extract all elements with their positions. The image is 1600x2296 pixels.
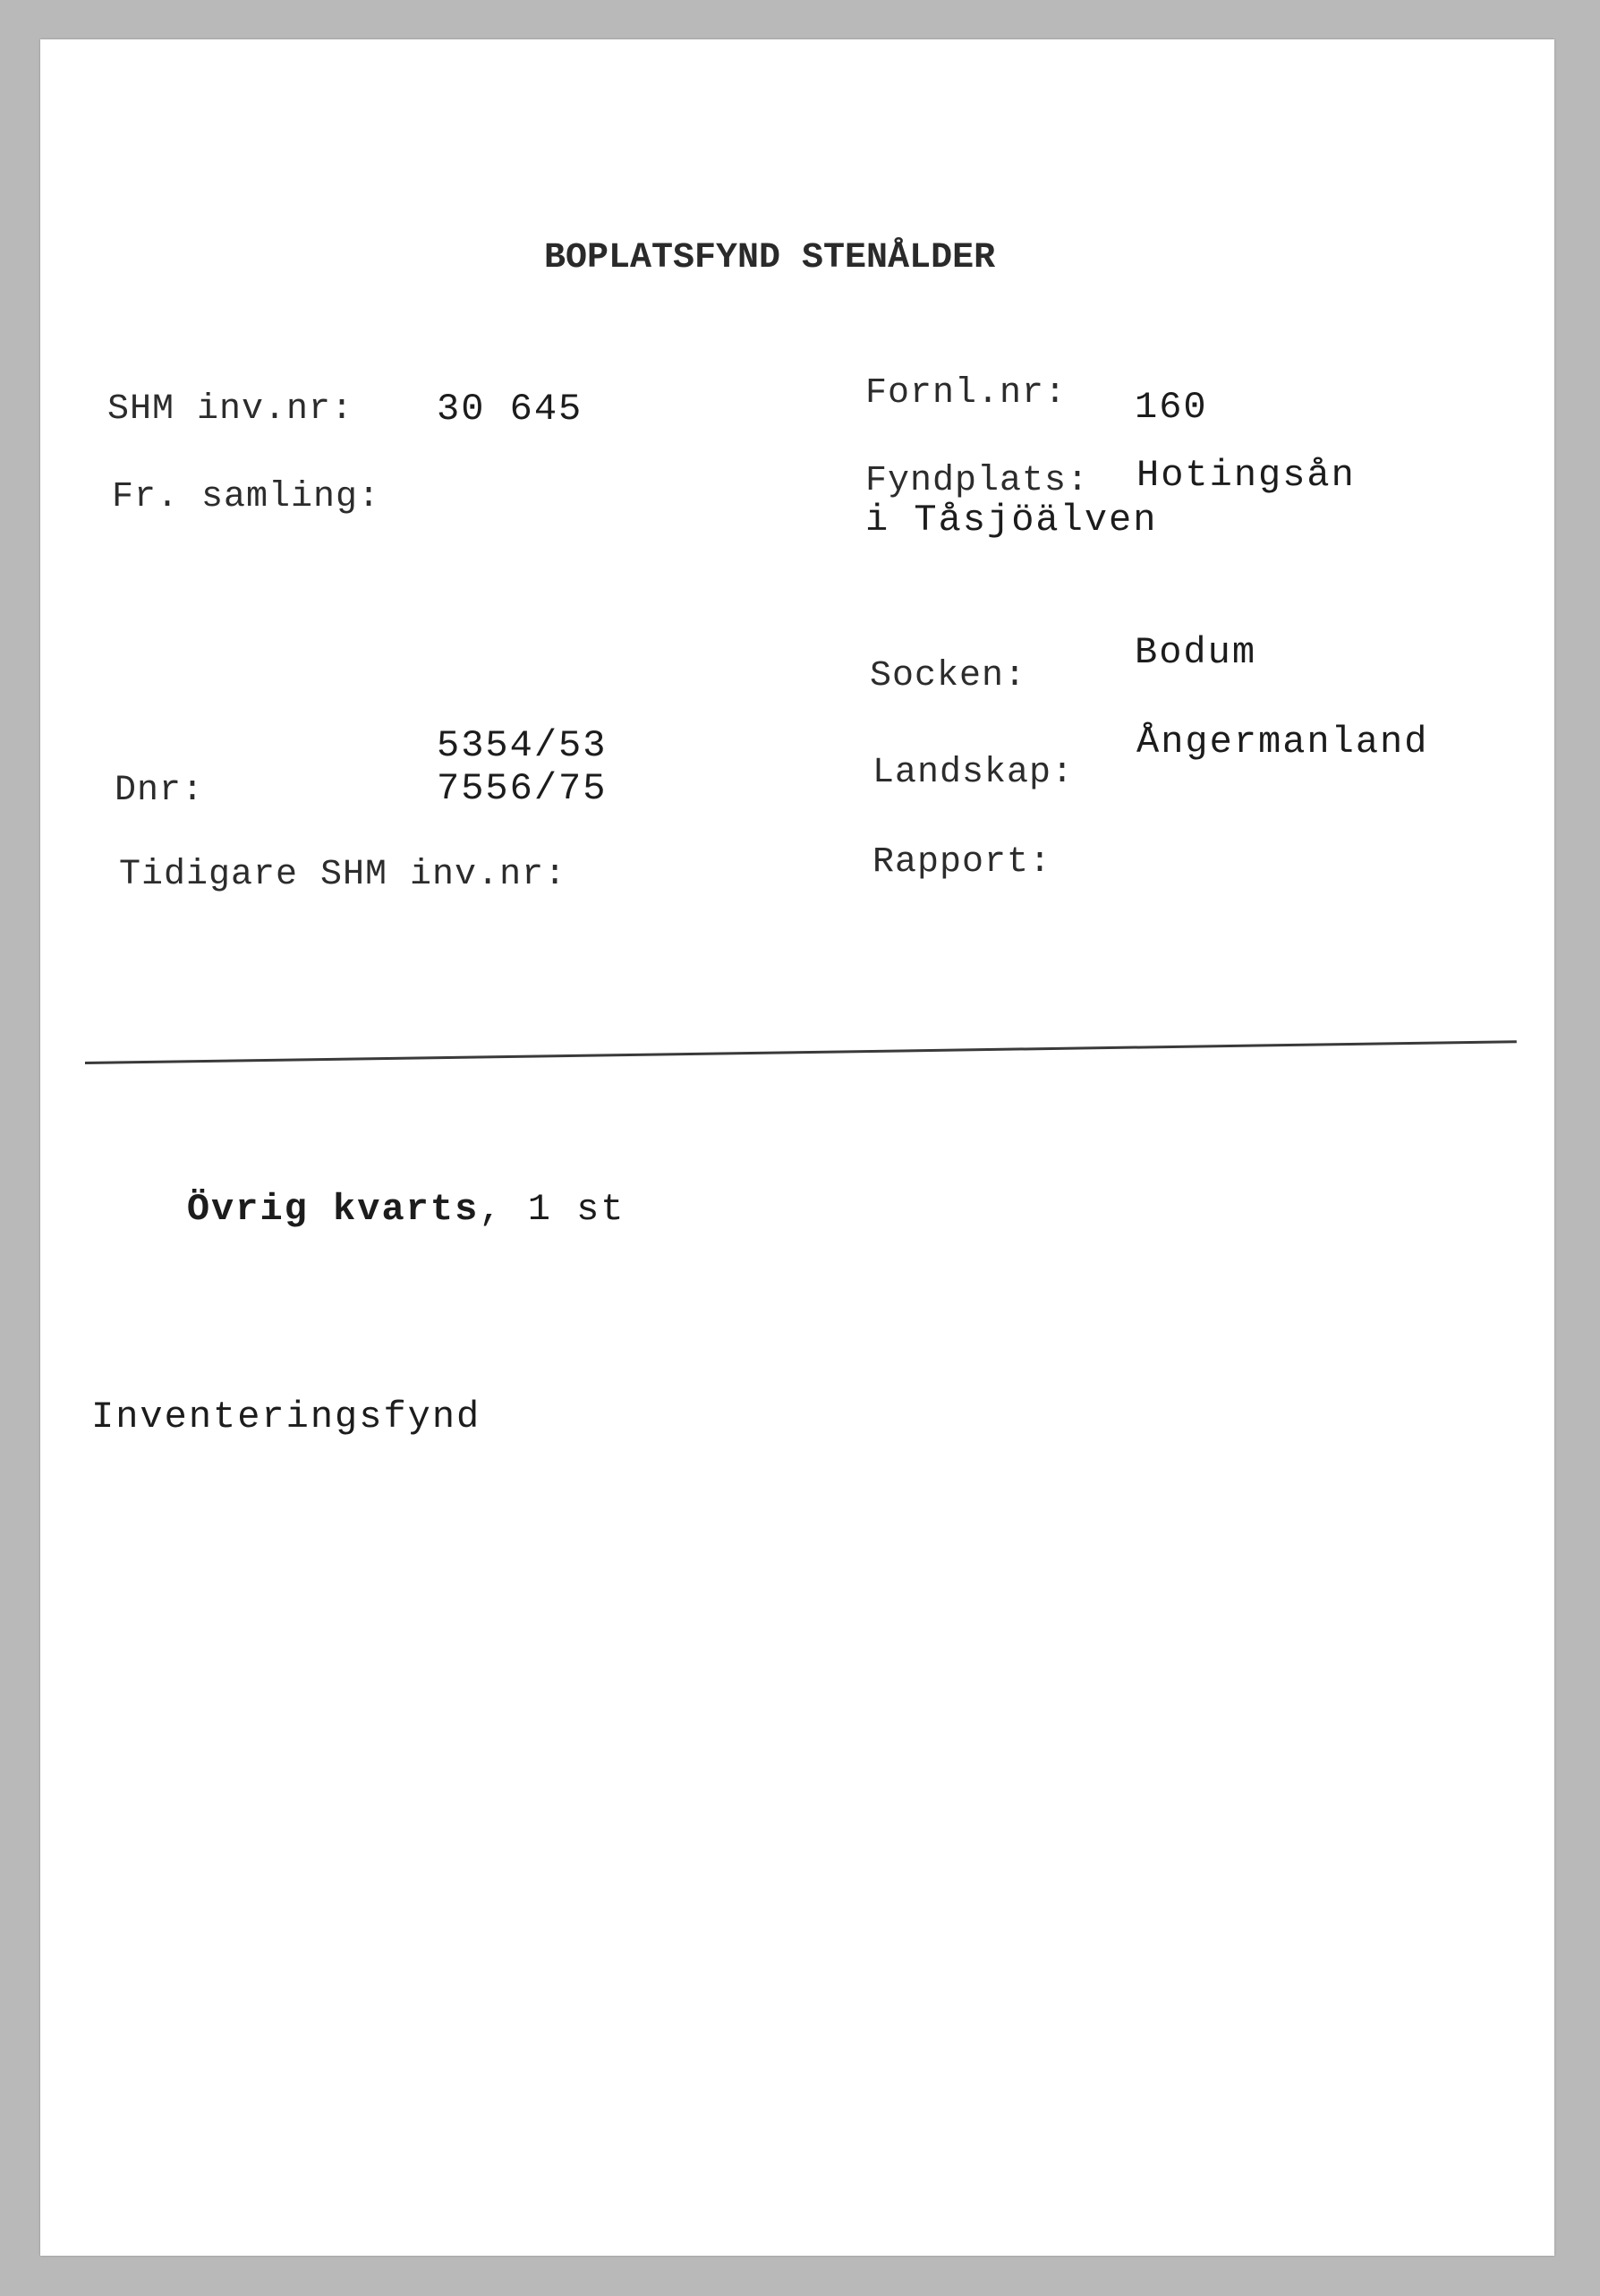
fyndplats-value-1: Hotingsån <box>1136 454 1356 497</box>
fyndplats-label: Fyndplats: <box>865 461 1090 501</box>
find-item-count: , 1 st <box>479 1188 626 1231</box>
shm-inv-value: 30 645 <box>437 388 583 431</box>
record-card <box>40 39 1554 2256</box>
socken-label: Socken: <box>870 656 1027 696</box>
tidigare-shm-label: Tidigare SHM inv.nr: <box>119 855 567 895</box>
find-note: Inventeringsfynd <box>91 1396 481 1438</box>
fornl-nr-value: 160 <box>1135 386 1208 429</box>
fornl-nr-label: Fornl.nr: <box>865 373 1068 414</box>
fyndplats-value-2: i Tåsjöälven <box>865 499 1158 542</box>
dnr-value-2: 7556/75 <box>437 767 608 810</box>
page-title: BOPLATSFYND STENÅLDER <box>544 238 996 278</box>
dnr-value-1: 5354/53 <box>437 724 608 767</box>
landskap-value: Ångermanland <box>1136 721 1429 764</box>
rapport-label: Rapport: <box>872 842 1052 883</box>
shm-inv-label: SHM inv.nr: <box>107 389 354 430</box>
fr-samling-label: Fr. samling: <box>112 477 381 517</box>
landskap-label: Landskap: <box>872 753 1075 793</box>
find-item-name: Övrig kvarts <box>186 1188 480 1231</box>
dnr-label: Dnr: <box>115 771 205 811</box>
socken-value: Bodum <box>1135 631 1257 674</box>
find-item <box>89 1153 626 1266</box>
